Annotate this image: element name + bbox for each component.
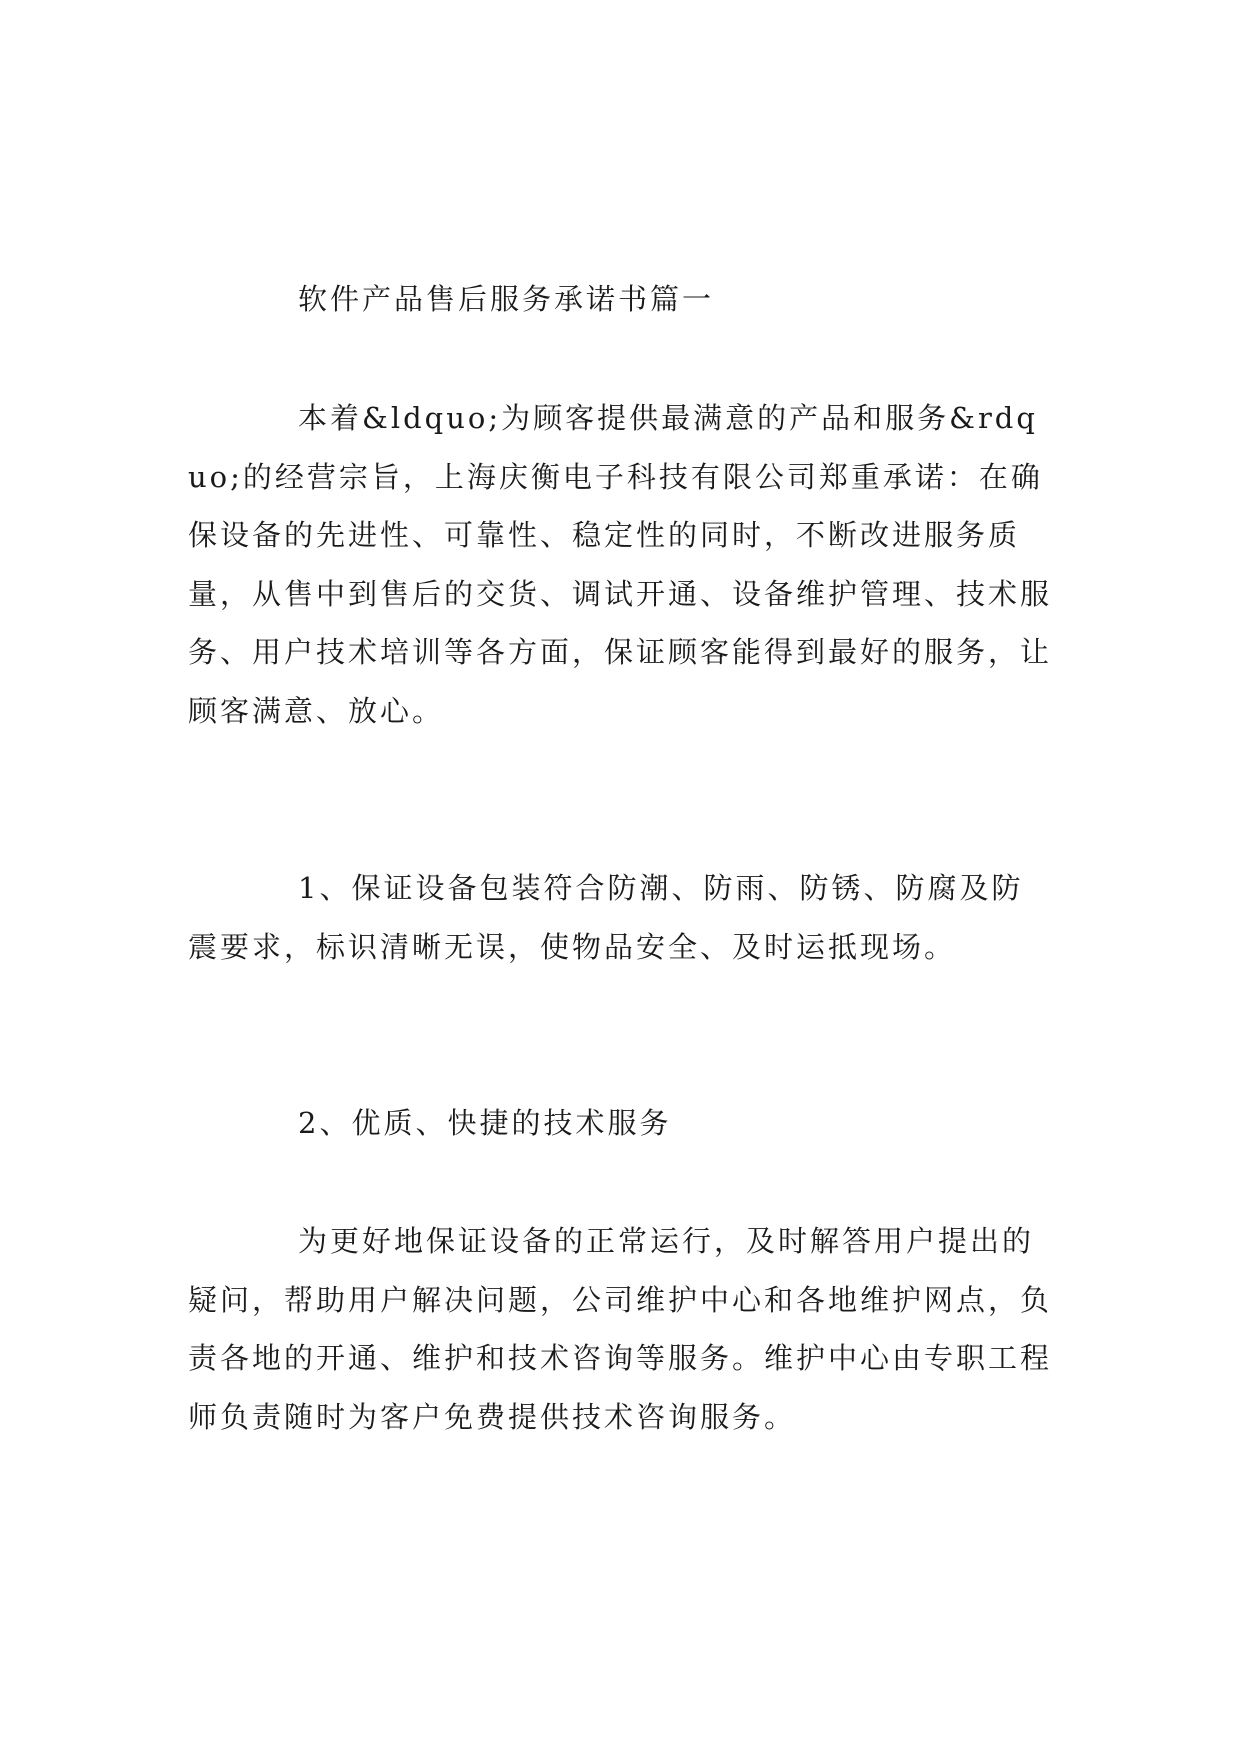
document-title: 软件产品售后服务承诺书篇一 [298,282,715,316]
intro-paragraph: 本着&ldquo;为顾客提供最满意的产品和服务&rdquo;的经营宗旨，上海庆衡电子科技有限公司郑重承诺：在确保设备的先进性、可靠性、稳定性的同时，不断改进服务质量，从售中到售后的交货、调试开通、设备维护管理、技术服务、用户技术培训等各方面，保证顾客能得到最好的服务，让顾客满意、放心。 [188,401,1053,728]
item-1-paragraph: 1、保证设备包装符合防潮、防雨、防锈、防腐及防震要求，标识清晰无误，使物品安全、及时运抵现场。 [188,871,1024,964]
item-2-heading: 2、优质、快捷的技术服务 [298,1106,672,1140]
service-paragraph: 为更好地保证设备的正常运行，及时解答用户提出的疑问，帮助用户解决问题，公司维护中心和各地维护网点，负责各地的开通、维护和技术咨询等服务。维护中心由专职工程师负责随时为客户免费提供技术咨询服务。 [188,1224,1053,1434]
